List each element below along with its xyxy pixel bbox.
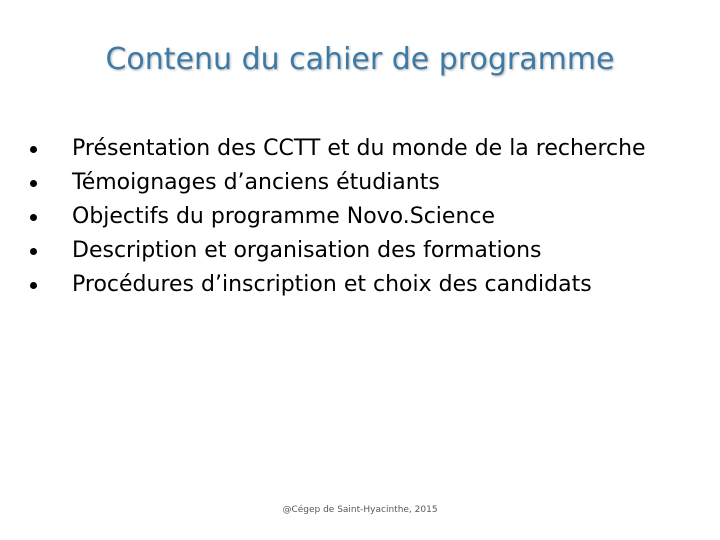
bullet-dot-icon xyxy=(30,248,37,255)
bullet-item xyxy=(30,132,690,166)
bullet-dot-icon xyxy=(30,282,37,289)
bullet-dot-icon xyxy=(30,146,37,153)
bullet-text: Procédures d’inscription et choix des candidats xyxy=(72,272,592,297)
bullet-dot-icon xyxy=(30,214,37,221)
bullet-item xyxy=(30,200,690,234)
slide-title: Contenu du cahier de programme xyxy=(105,42,615,77)
bullet-text: Description et organisation des formations xyxy=(72,238,542,263)
bullet-text: Témoignages d’anciens étudiants xyxy=(72,170,440,195)
bullet-item xyxy=(30,268,690,302)
bullet-text: Présentation des CCTT et du monde de la recherche xyxy=(72,136,646,161)
bullet-dot-icon xyxy=(30,180,37,187)
bullet-list xyxy=(30,132,690,302)
footer-copyright: @Cégep de Saint-Hyacinthe, 2015 xyxy=(282,505,438,515)
bullet-text: Objectifs du programme Novo.Science xyxy=(72,204,496,229)
bullet-item xyxy=(30,234,690,268)
bullet-item xyxy=(30,166,690,200)
